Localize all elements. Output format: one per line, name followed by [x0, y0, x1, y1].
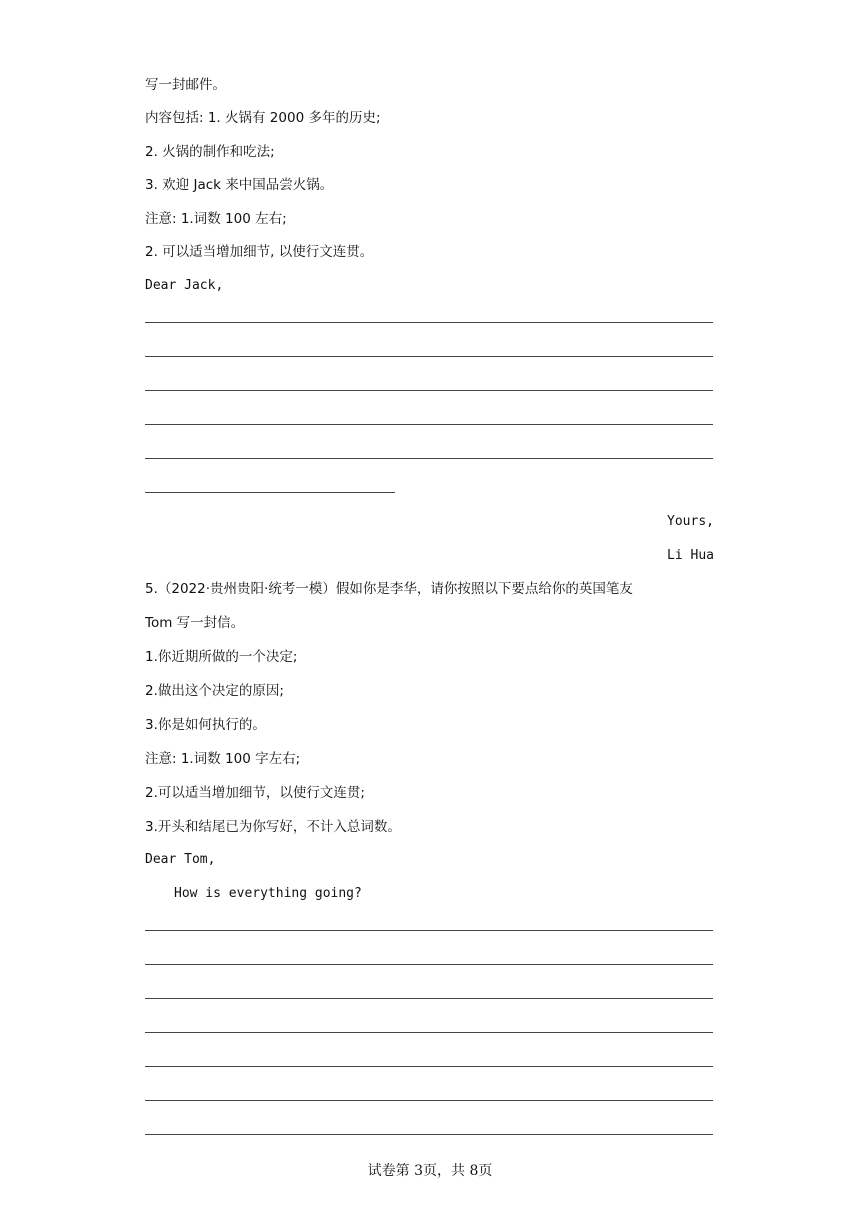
question-prompt: 5.（2022·贵州贵阳·统考一模）假如你是李华，请你按照以下要点给你的英国笔友	[145, 581, 633, 597]
note-item: 2. 可以适当增加细节, 以使行文连贯。	[145, 244, 374, 260]
note-item: 3.开头和结尾已为你写好，不计入总词数。	[145, 819, 401, 835]
letter-signature: Li Hua	[667, 548, 714, 563]
answer-line[interactable]	[145, 930, 713, 931]
answer-line[interactable]	[145, 424, 713, 425]
note-item: 2.可以适当增加细节，以使行文连贯;	[145, 785, 365, 801]
letter-salutation: Dear Tom,	[145, 852, 216, 867]
page-footer: 试卷第 3页，共 8页	[367, 1163, 493, 1179]
requirement-point: 1.你近期所做的一个决定;	[145, 649, 298, 665]
letter-closing: Yours,	[667, 514, 714, 529]
content-requirement-item: 2. 火锅的制作和吃法;	[145, 144, 275, 160]
content-requirements-intro: 内容包括: 1. 火锅有 2000 多年的历史;	[145, 110, 381, 126]
answer-line[interactable]	[145, 390, 713, 391]
answer-line[interactable]	[145, 1032, 713, 1033]
answer-line[interactable]	[145, 322, 713, 323]
notes-intro: 注意: 1.词数 100 字左右;	[145, 751, 301, 767]
requirement-point: 3.你是如何执行的。	[145, 717, 266, 733]
answer-line[interactable]	[145, 1134, 713, 1135]
answer-line[interactable]	[145, 492, 395, 493]
letter-opening-sentence: How is everything going?	[174, 886, 362, 901]
answer-line[interactable]	[145, 998, 713, 999]
notes-intro: 注意: 1.词数 100 左右;	[145, 211, 287, 227]
answer-line[interactable]	[145, 356, 713, 357]
question-prompt-continued: Tom 写一封信。	[145, 615, 245, 631]
requirement-point: 2.做出这个决定的原因;	[145, 683, 284, 699]
letter-salutation: Dear Jack,	[145, 278, 224, 293]
answer-line[interactable]	[145, 964, 713, 965]
answer-line[interactable]	[145, 1100, 713, 1101]
answer-line[interactable]	[145, 1066, 713, 1067]
task-text-line: 写一封邮件。	[145, 77, 226, 93]
content-requirement-item: 3. 欢迎 Jack 来中国品尝火锅。	[145, 177, 334, 193]
answer-line[interactable]	[145, 458, 713, 459]
